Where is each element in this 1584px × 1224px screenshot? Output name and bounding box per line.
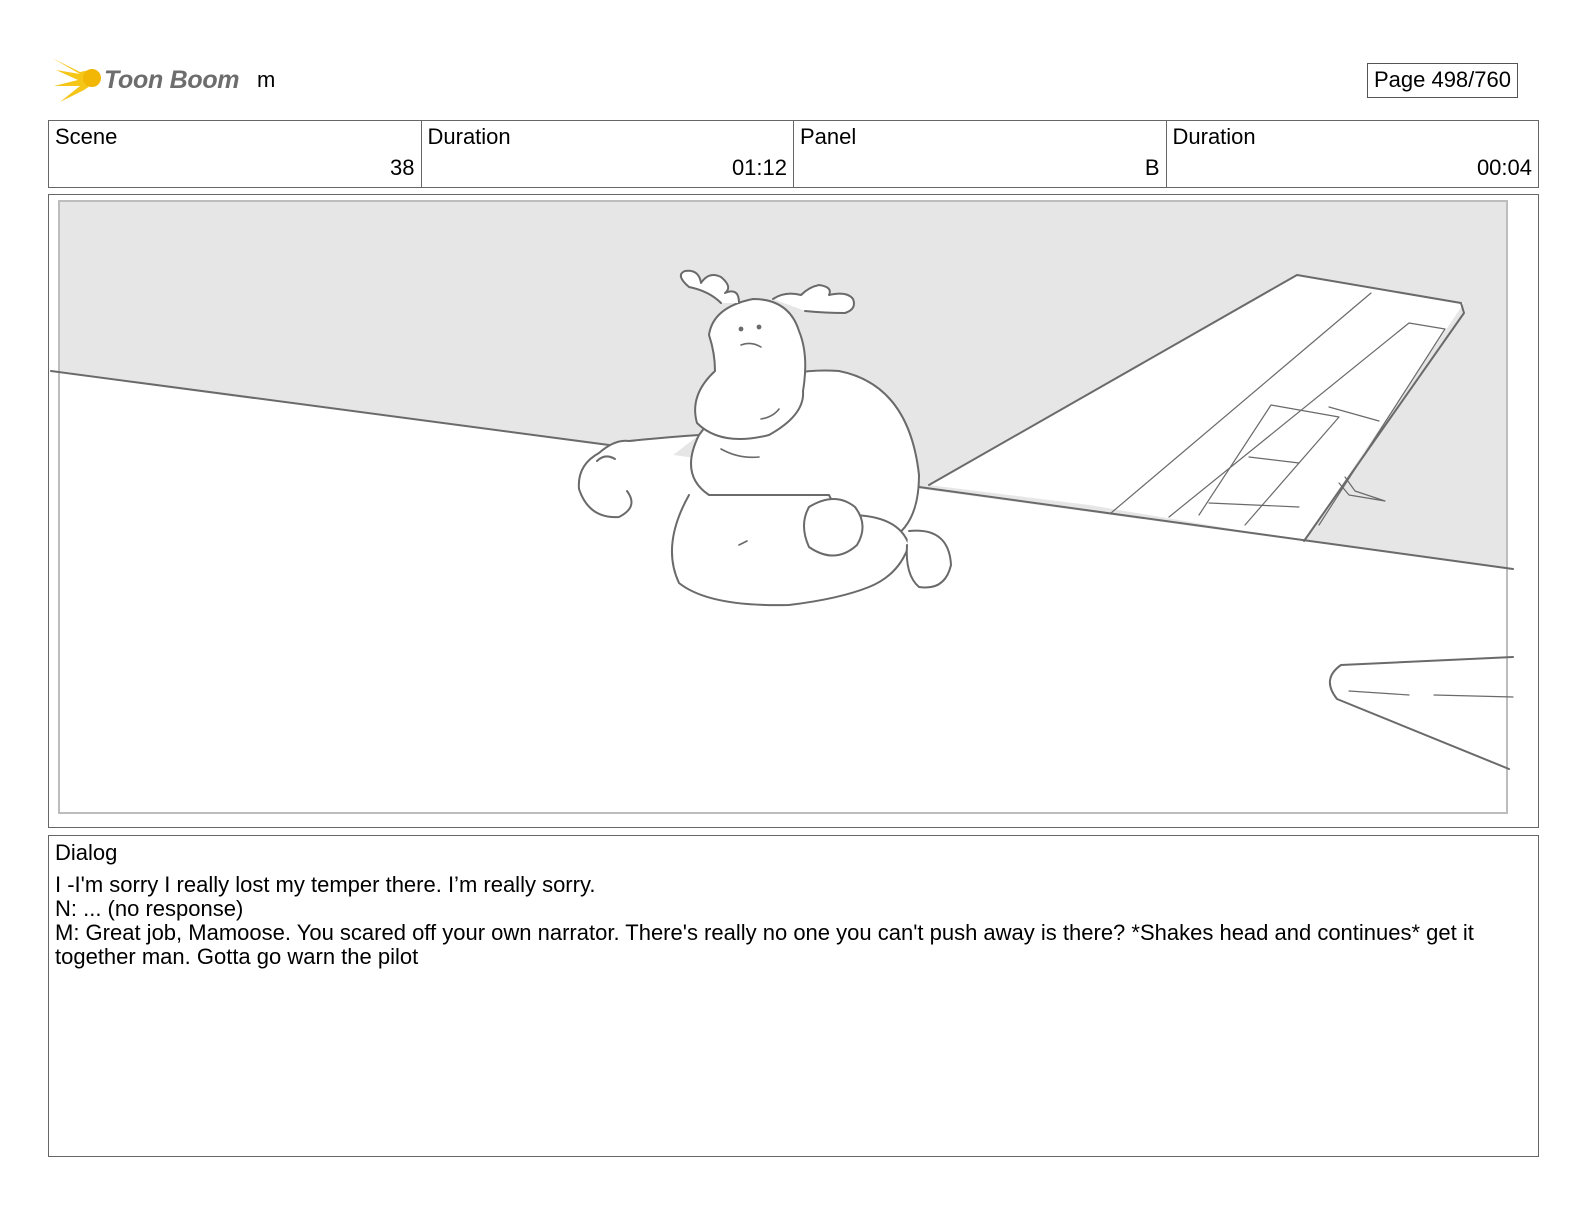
panel-label: Panel bbox=[800, 124, 857, 149]
toon-boom-logo bbox=[50, 52, 250, 108]
scene-duration-value: 01:12 bbox=[731, 155, 787, 180]
panel-value: B bbox=[1144, 155, 1160, 180]
panel-info-table bbox=[48, 120, 1539, 188]
scene-duration-cell bbox=[422, 121, 795, 187]
project-title: m bbox=[257, 67, 276, 92]
starburst-icon bbox=[50, 52, 106, 108]
dialog-line: N: ... (no response) bbox=[55, 896, 244, 921]
panel-duration-value: 00:04 bbox=[1476, 155, 1532, 180]
page-number: Page 498/760 bbox=[1367, 63, 1518, 98]
panel-duration-label: Duration bbox=[1172, 124, 1256, 149]
storyboard-panel bbox=[48, 194, 1539, 828]
scene-duration-label: Duration bbox=[427, 124, 511, 149]
scene-value: 38 bbox=[390, 155, 415, 180]
panel-duration-cell bbox=[1167, 121, 1539, 187]
panel-cell bbox=[794, 121, 1167, 187]
dialog-line: M: Great job, Mamoose. You scared off your own narrator. There's really no one you can't push away is there? *Shakes head and continues* get it together man. Gotta go warn the pilot bbox=[55, 920, 1480, 969]
dialog-label: Dialog bbox=[55, 840, 118, 865]
scene-label: Scene bbox=[55, 124, 118, 149]
dialog-box bbox=[48, 835, 1539, 1157]
dialog-line: I -I'm sorry I really lost my temper there. I’m really sorry. bbox=[55, 872, 596, 897]
brand-name: Toon Boom bbox=[104, 66, 240, 94]
panel-sketch bbox=[49, 195, 1540, 829]
scene-cell bbox=[49, 121, 422, 187]
dialog-text bbox=[55, 873, 1495, 969]
